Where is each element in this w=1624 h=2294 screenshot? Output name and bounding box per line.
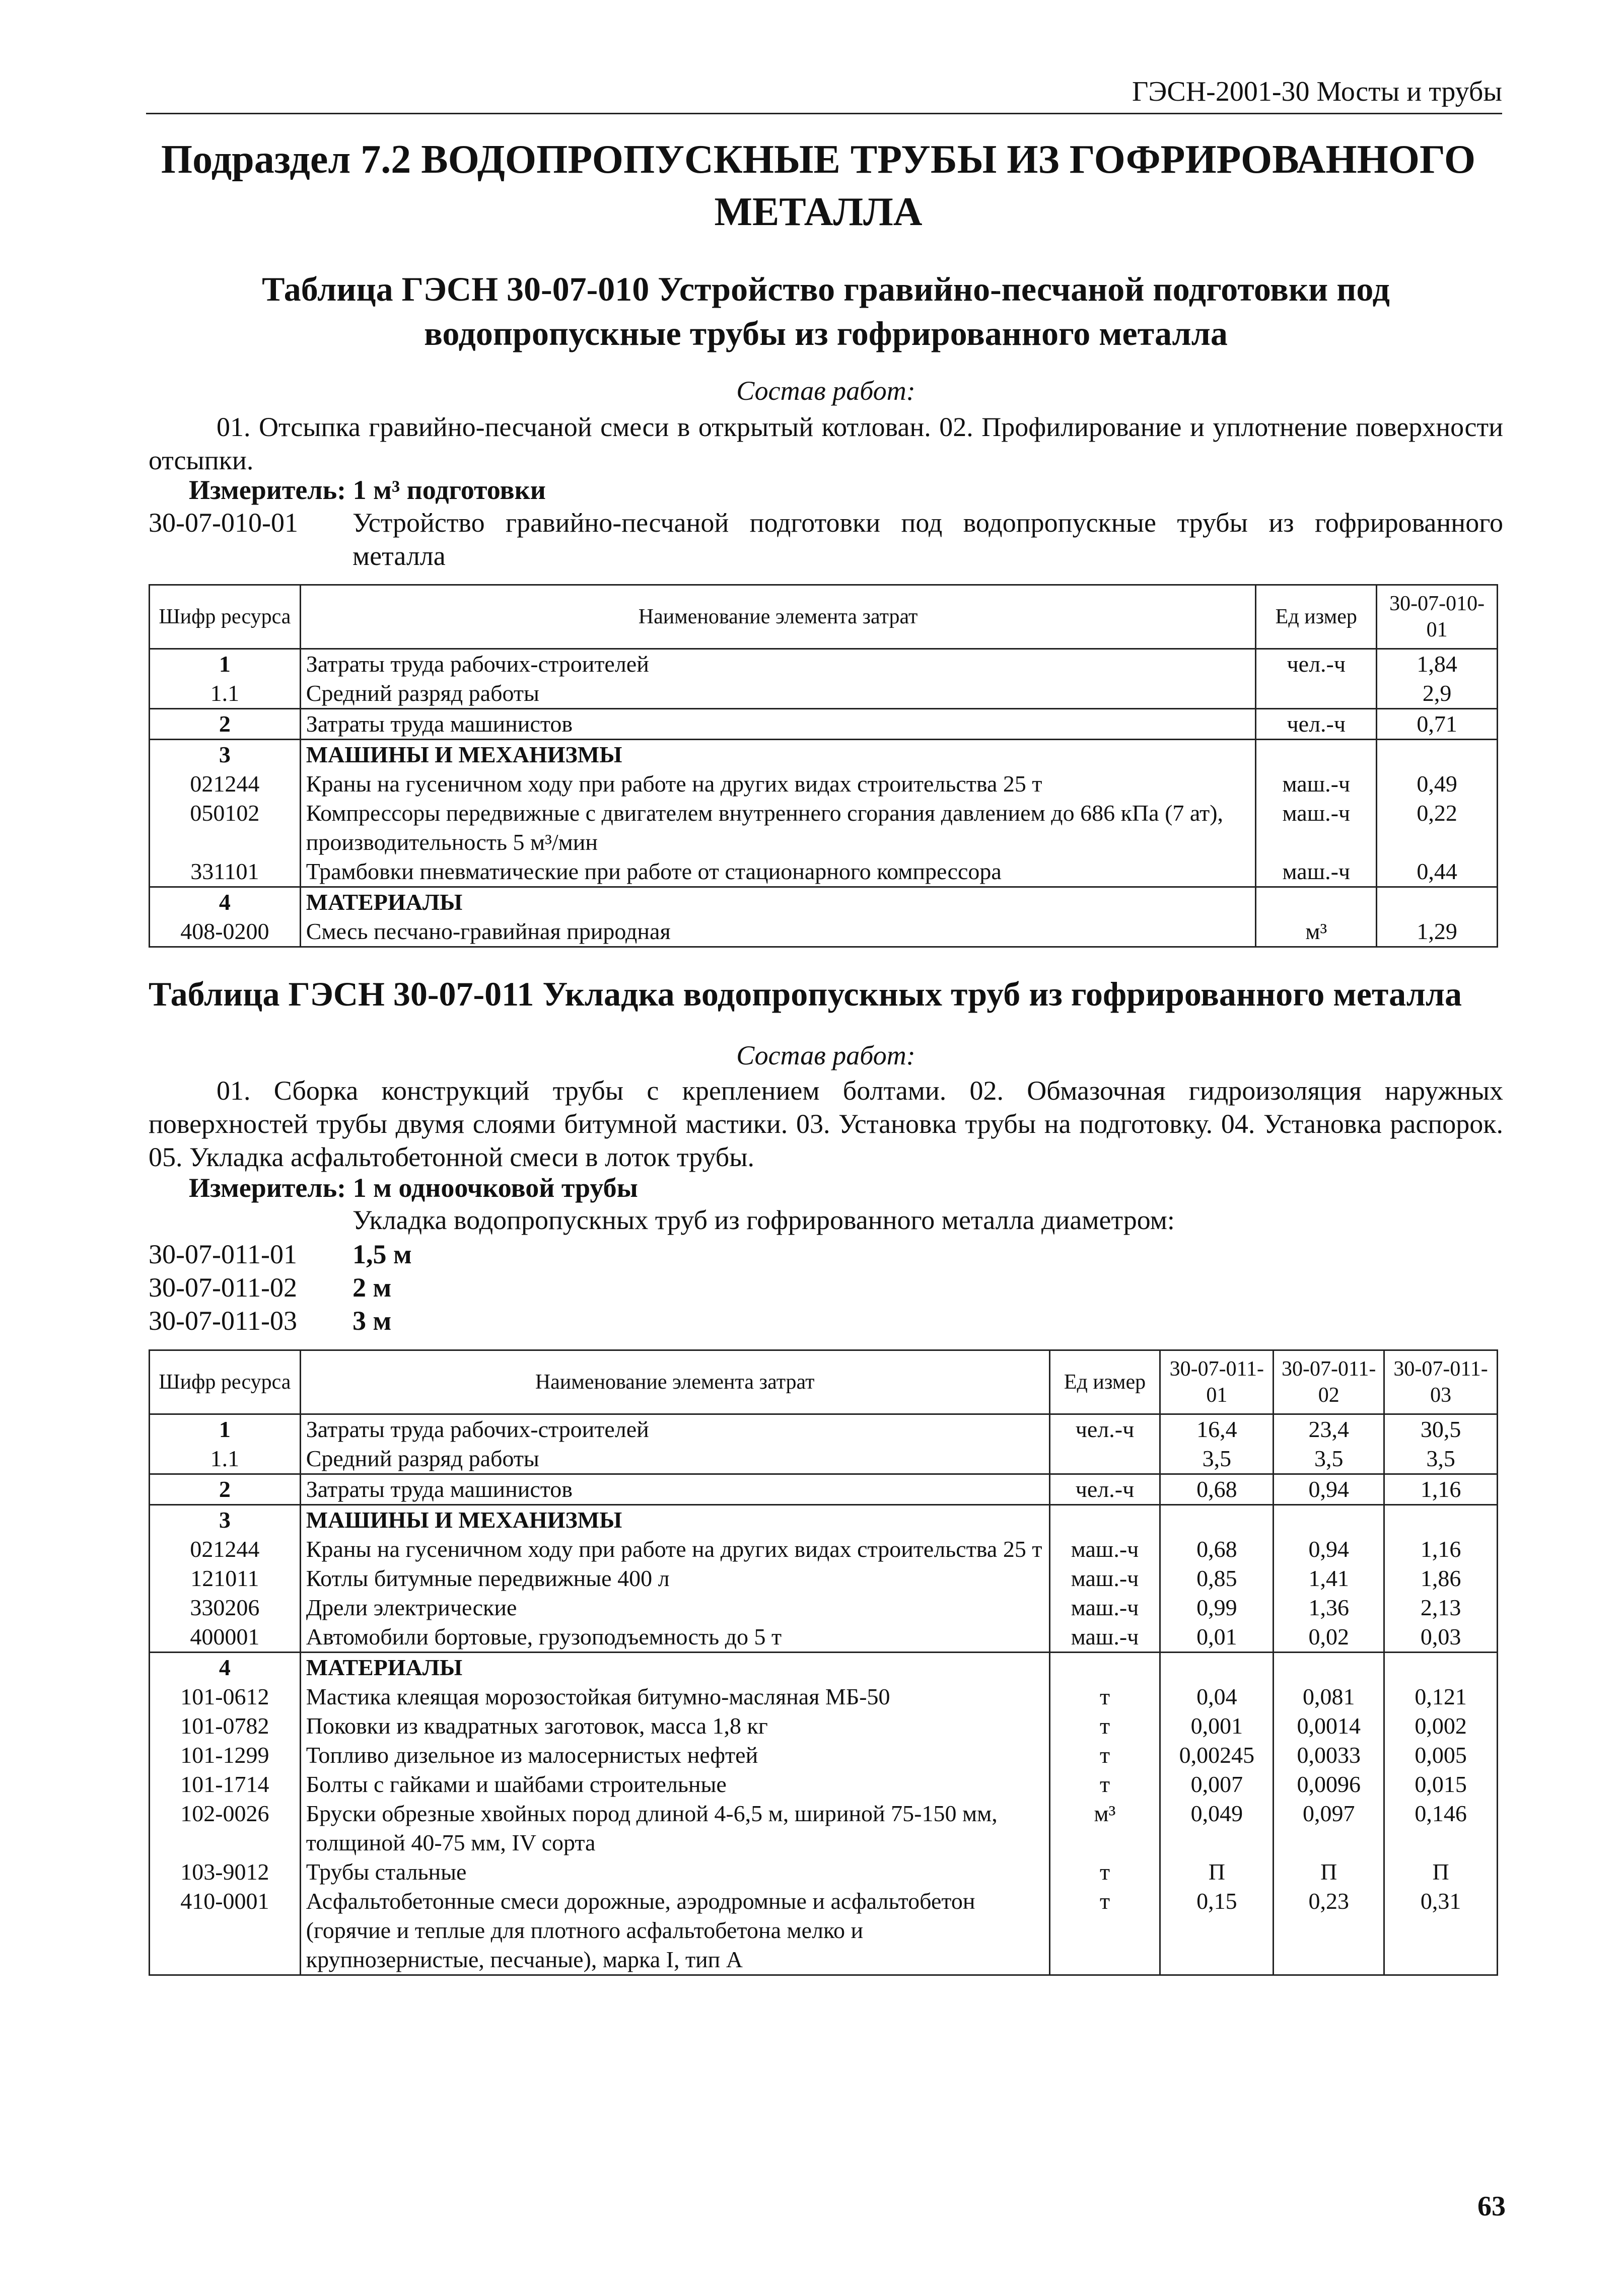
- table-row: [150, 769, 1498, 799]
- cost-element-cell: Затраты труда рабочих-строителей: [300, 649, 1256, 679]
- resource-code-cell: 1.1: [150, 1444, 301, 1474]
- resource-code-cell: 408-0200: [150, 917, 301, 947]
- table-row: [150, 1770, 1498, 1799]
- value-cell: 1,84: [1377, 649, 1498, 679]
- resource-code-cell: 1: [150, 1414, 301, 1445]
- cost-element-cell: Трамбовки пневматические при работе от стационарного компрессора: [300, 857, 1256, 887]
- value-cell: 0,001: [1160, 1711, 1274, 1741]
- value-cell: 0,01: [1160, 1622, 1274, 1653]
- unit-cell: маш.-ч: [1049, 1622, 1160, 1653]
- value-cell: 0,02: [1274, 1622, 1384, 1653]
- value-cell: 0,007: [1160, 1770, 1274, 1799]
- resource-code-cell: 2: [150, 1474, 301, 1505]
- unit-cell: т: [1049, 1857, 1160, 1887]
- unit-cell: т: [1049, 1887, 1160, 1975]
- value-cell: 0,0014: [1274, 1711, 1384, 1741]
- cost-element-cell: Дрели электрические: [300, 1593, 1049, 1622]
- table2-work-text: 01. Сборка конструкций трубы с креплением болтами. 02. Обмазочная гидроизоляция наружных поверхностей трубы двумя слоями битумной мастики. 03. Установка трубы на подготовку. 04. Установка распорок. 05. Укладка асфальтобетонной смеси в лоток трубы.: [149, 1076, 1503, 1172]
- value-cell: 0,44: [1377, 857, 1498, 887]
- table1-work-text: 01. Отсыпка гравийно-песчаной смеси в открытый котлован. 02. Профилирование и уплотнение поверхности отсыпки.: [149, 412, 1503, 475]
- column-header: 30-07-011-01: [1160, 1350, 1274, 1414]
- resource-code-cell: 101-0612: [150, 1682, 301, 1711]
- table2-norm: [149, 1271, 1503, 1304]
- table1-body: [150, 649, 1498, 947]
- resource-code-cell: 101-1714: [150, 1770, 301, 1799]
- cost-element-cell: Средний разряд работы: [300, 679, 1256, 709]
- resource-code-cell: 103-9012: [150, 1857, 301, 1887]
- value-cell: 30,5: [1384, 1414, 1498, 1445]
- resource-code-cell: 121011: [150, 1564, 301, 1593]
- table1-meter-value: 1 м³ подготовки: [352, 475, 546, 505]
- table2-title: Таблица ГЭСН 30-07-011 Укладка водопропускных труб из гофрированного металла: [149, 975, 1462, 1013]
- cost-element-cell: Краны на гусеничном ходу при работе на других видах строительства 25 т: [300, 1535, 1049, 1564]
- value-cell: 0,94: [1274, 1474, 1384, 1505]
- resource-code-cell: 331101: [150, 857, 301, 887]
- table1-norm: [149, 506, 1503, 572]
- table-row: [150, 709, 1498, 740]
- value-cell: [1377, 740, 1498, 770]
- unit-cell: [1049, 1653, 1160, 1683]
- column-header: Ед измер: [1256, 585, 1377, 649]
- column-header: 30-07-011-02: [1274, 1350, 1384, 1414]
- table2-work-heading: Состав работ:: [736, 1040, 915, 1070]
- table-row: [150, 1799, 1498, 1857]
- value-cell: 3,5: [1384, 1444, 1498, 1474]
- norm-code: 30-07-010-01: [149, 508, 298, 538]
- table-row: [150, 1622, 1498, 1653]
- unit-cell: чел.-ч: [1256, 649, 1377, 679]
- value-cell: 0,0096: [1274, 1770, 1384, 1799]
- unit-cell: маш.-ч: [1256, 769, 1377, 799]
- value-cell: 2,9: [1377, 679, 1498, 709]
- value-cell: 0,85: [1160, 1564, 1274, 1593]
- value-cell: 0,23: [1274, 1887, 1384, 1975]
- cost-element-cell: Затраты труда рабочих-строителей: [300, 1414, 1049, 1445]
- cost-element-cell: Затраты труда машинистов: [300, 1474, 1049, 1505]
- value-cell: [1384, 1505, 1498, 1535]
- table-row: [150, 1535, 1498, 1564]
- cost-element-cell: Смесь песчано-гравийная природная: [300, 917, 1256, 947]
- cost-element-cell: Средний разряд работы: [300, 1444, 1049, 1474]
- cost-element-cell: Краны на гусеничном ходу при работе на других видах строительства 25 т: [300, 769, 1256, 799]
- value-cell: 0,99: [1160, 1593, 1274, 1622]
- table-row: [150, 917, 1498, 947]
- value-cell: 23,4: [1274, 1414, 1384, 1445]
- value-cell: [1274, 1505, 1384, 1535]
- resource-code-cell: 050102: [150, 799, 301, 857]
- unit-cell: маш.-ч: [1049, 1564, 1160, 1593]
- resource-code-cell: 3: [150, 740, 301, 770]
- value-cell: [1160, 1653, 1274, 1683]
- resource-code-cell: 021244: [150, 769, 301, 799]
- resource-code-cell: 3: [150, 1505, 301, 1535]
- table2-intro: Укладка водопропускных труб из гофрированного металла диаметром:: [352, 1205, 1175, 1235]
- norm-code: 30-07-011-01: [149, 1239, 297, 1269]
- table-row: [150, 1474, 1498, 1505]
- unit-cell: т: [1049, 1741, 1160, 1770]
- table1-title: Таблица ГЭСН 30-07-010 Устройство гравийно-песчаной подготовки под водопропускные трубы из гофрированного металла: [262, 270, 1390, 352]
- unit-cell: т: [1049, 1682, 1160, 1711]
- unit-cell: чел.-ч: [1049, 1414, 1160, 1445]
- value-cell: [1377, 887, 1498, 917]
- table-row: [150, 649, 1498, 679]
- cost-element-cell: МАШИНЫ И МЕХАНИЗМЫ: [300, 1505, 1049, 1535]
- column-header: Ед измер: [1049, 1350, 1160, 1414]
- value-cell: [1384, 1653, 1498, 1683]
- resource-code-cell: 1: [150, 649, 301, 679]
- unit-cell: м³: [1049, 1799, 1160, 1857]
- cost-element-cell: Бруски обрезные хвойных пород длиной 4-6,5 м, шириной 75-150 мм, толщиной 40-75 мм, IV сорта: [300, 1799, 1049, 1857]
- resource-code-cell: 101-1299: [150, 1741, 301, 1770]
- value-cell: 0,081: [1274, 1682, 1384, 1711]
- cost-element-cell: Затраты труда машинистов: [300, 709, 1256, 740]
- value-cell: 0,31: [1384, 1887, 1498, 1975]
- value-cell: П: [1274, 1857, 1384, 1887]
- cost-element-cell: Компрессоры передвижные с двигателем внутреннего сгорания давлением до 686 кПа (7 ат), производительность 5 м³/мин: [300, 799, 1256, 857]
- value-cell: 2,13: [1384, 1593, 1498, 1622]
- table2-meter: [189, 1172, 638, 1203]
- table-row: [150, 1711, 1498, 1741]
- value-cell: 0,04: [1160, 1682, 1274, 1711]
- value-cell: 0,68: [1160, 1474, 1274, 1505]
- column-header: Наименование элемента затрат: [300, 1350, 1049, 1414]
- norm-code: 30-07-011-02: [149, 1272, 297, 1303]
- value-cell: 1,29: [1377, 917, 1498, 947]
- cost-element-cell: МАШИНЫ И МЕХАНИЗМЫ: [300, 740, 1256, 770]
- value-cell: 3,5: [1160, 1444, 1274, 1474]
- unit-cell: маш.-ч: [1256, 799, 1377, 857]
- unit-cell: м³: [1256, 917, 1377, 947]
- cost-element-cell: МАТЕРИАЛЫ: [300, 887, 1256, 917]
- norm-name: Устройство гравийно-песчаной подготовки под водопропускные трубы из гофрированного металла: [352, 508, 1503, 571]
- value-cell: 16,4: [1160, 1414, 1274, 1445]
- value-cell: 0,146: [1384, 1799, 1498, 1857]
- value-cell: 0,22: [1377, 799, 1498, 857]
- value-cell: 1,16: [1384, 1474, 1498, 1505]
- subsection-title: Подраздел 7.2 ВОДОПРОПУСКНЫЕ ТРУБЫ ИЗ ГОФРИРОВАННОГО МЕТАЛЛА: [161, 137, 1476, 234]
- norm-name: 2 м: [352, 1272, 392, 1303]
- value-cell: П: [1384, 1857, 1498, 1887]
- cost-element-cell: Поковки из квадратных заготовок, масса 1,8 кг: [300, 1711, 1049, 1741]
- value-cell: 0,03: [1384, 1622, 1498, 1653]
- cost-element-cell: Трубы стальные: [300, 1857, 1049, 1887]
- table-row: [150, 1857, 1498, 1887]
- table-row: [150, 1444, 1498, 1474]
- unit-cell: т: [1049, 1770, 1160, 1799]
- value-cell: 0,121: [1384, 1682, 1498, 1711]
- value-cell: 0,68: [1160, 1535, 1274, 1564]
- table1-meter-label: Измеритель:: [189, 475, 346, 505]
- value-cell: 0,94: [1274, 1535, 1384, 1564]
- cost-element-cell: МАТЕРИАЛЫ: [300, 1653, 1049, 1683]
- page-number: 63: [1477, 2191, 1506, 2222]
- column-header: 30-07-011-03: [1384, 1350, 1498, 1414]
- norm-name: 3 м: [352, 1306, 392, 1336]
- value-cell: 1,41: [1274, 1564, 1384, 1593]
- unit-cell: маш.-ч: [1049, 1535, 1160, 1564]
- value-cell: 1,86: [1384, 1564, 1498, 1593]
- table-row: [150, 887, 1498, 917]
- unit-cell: чел.-ч: [1049, 1474, 1160, 1505]
- table2-body: [150, 1414, 1498, 1975]
- unit-cell: [1049, 1505, 1160, 1535]
- table2-meter-value: 1 м одноочковой трубы: [352, 1173, 638, 1203]
- value-cell: 0,15: [1160, 1887, 1274, 1975]
- table-row: [150, 1564, 1498, 1593]
- table-row: [150, 799, 1498, 857]
- value-cell: 0,097: [1274, 1799, 1384, 1857]
- value-cell: 0,015: [1384, 1770, 1498, 1799]
- unit-cell: [1049, 1444, 1160, 1474]
- table1-work-heading: Состав работ:: [736, 376, 915, 406]
- value-cell: 1,16: [1384, 1535, 1498, 1564]
- resource-code-cell: 102-0026: [150, 1799, 301, 1857]
- unit-cell: [1256, 679, 1377, 709]
- table2-norm: [149, 1304, 1503, 1337]
- table-row: [150, 1593, 1498, 1622]
- value-cell: [1274, 1653, 1384, 1683]
- value-cell: 0,005: [1384, 1741, 1498, 1770]
- table-row: [150, 1653, 1498, 1683]
- table-row: [150, 1414, 1498, 1445]
- running-header: ГЭСН-2001-30 Мосты и трубы: [146, 76, 1502, 114]
- value-cell: [1160, 1505, 1274, 1535]
- resource-code-cell: 021244: [150, 1535, 301, 1564]
- value-cell: 1,36: [1274, 1593, 1384, 1622]
- resource-code-cell: 4: [150, 1653, 301, 1683]
- resource-code-cell: 410-0001: [150, 1887, 301, 1975]
- value-cell: П: [1160, 1857, 1274, 1887]
- column-header: 30-07-010-01: [1377, 585, 1498, 649]
- value-cell: 0,0033: [1274, 1741, 1384, 1770]
- resource-code-cell: 400001: [150, 1622, 301, 1653]
- cost-element-cell: Мастика клеящая морозостойкая битумно-масляная МБ-50: [300, 1682, 1049, 1711]
- table2-norm: [149, 1238, 1503, 1271]
- value-cell: 0,49: [1377, 769, 1498, 799]
- resource-code-cell: 2: [150, 709, 301, 740]
- table-row: [150, 1887, 1498, 1975]
- unit-cell: [1256, 740, 1377, 770]
- value-cell: 0,00245: [1160, 1741, 1274, 1770]
- table2-meter-label: Измеритель:: [189, 1173, 346, 1203]
- unit-cell: чел.-ч: [1256, 709, 1377, 740]
- cost-element-cell: Асфальтобетонные смеси дорожные, аэродромные и асфальтобетон (горячие и теплые для плотного асфальтобетона мелко и крупнозернистые, песчаные), марка I, тип А: [300, 1887, 1049, 1975]
- resource-code-cell: 1.1: [150, 679, 301, 709]
- table-row: [150, 679, 1498, 709]
- cost-element-cell: Автомобили бортовые, грузоподъемность до 5 т: [300, 1622, 1049, 1653]
- column-header: Шифр ресурса: [150, 585, 301, 649]
- norm-name: 1,5 м: [352, 1239, 412, 1269]
- table-row: [150, 1741, 1498, 1770]
- table1: [149, 584, 1498, 948]
- unit-cell: [1256, 887, 1377, 917]
- value-cell: 3,5: [1274, 1444, 1384, 1474]
- cost-element-cell: Топливо дизельное из малосернистых нефтей: [300, 1741, 1049, 1770]
- resource-code-cell: 330206: [150, 1593, 301, 1622]
- table-row: [150, 740, 1498, 770]
- cost-element-cell: Котлы битумные передвижные 400 л: [300, 1564, 1049, 1593]
- table-row: [150, 1682, 1498, 1711]
- cost-element-cell: Болты с гайками и шайбами строительные: [300, 1770, 1049, 1799]
- unit-cell: маш.-ч: [1049, 1593, 1160, 1622]
- norm-code: 30-07-011-03: [149, 1306, 297, 1336]
- table-row: [150, 1505, 1498, 1535]
- value-cell: 0,71: [1377, 709, 1498, 740]
- unit-cell: т: [1049, 1711, 1160, 1741]
- unit-cell: маш.-ч: [1256, 857, 1377, 887]
- table1-meter: [189, 474, 546, 506]
- column-header: Шифр ресурса: [150, 1350, 301, 1414]
- table-row: [150, 857, 1498, 887]
- value-cell: 0,002: [1384, 1711, 1498, 1741]
- resource-code-cell: 101-0782: [150, 1711, 301, 1741]
- resource-code-cell: 4: [150, 887, 301, 917]
- value-cell: 0,049: [1160, 1799, 1274, 1857]
- column-header: Наименование элемента затрат: [300, 585, 1256, 649]
- table2: [149, 1349, 1498, 1976]
